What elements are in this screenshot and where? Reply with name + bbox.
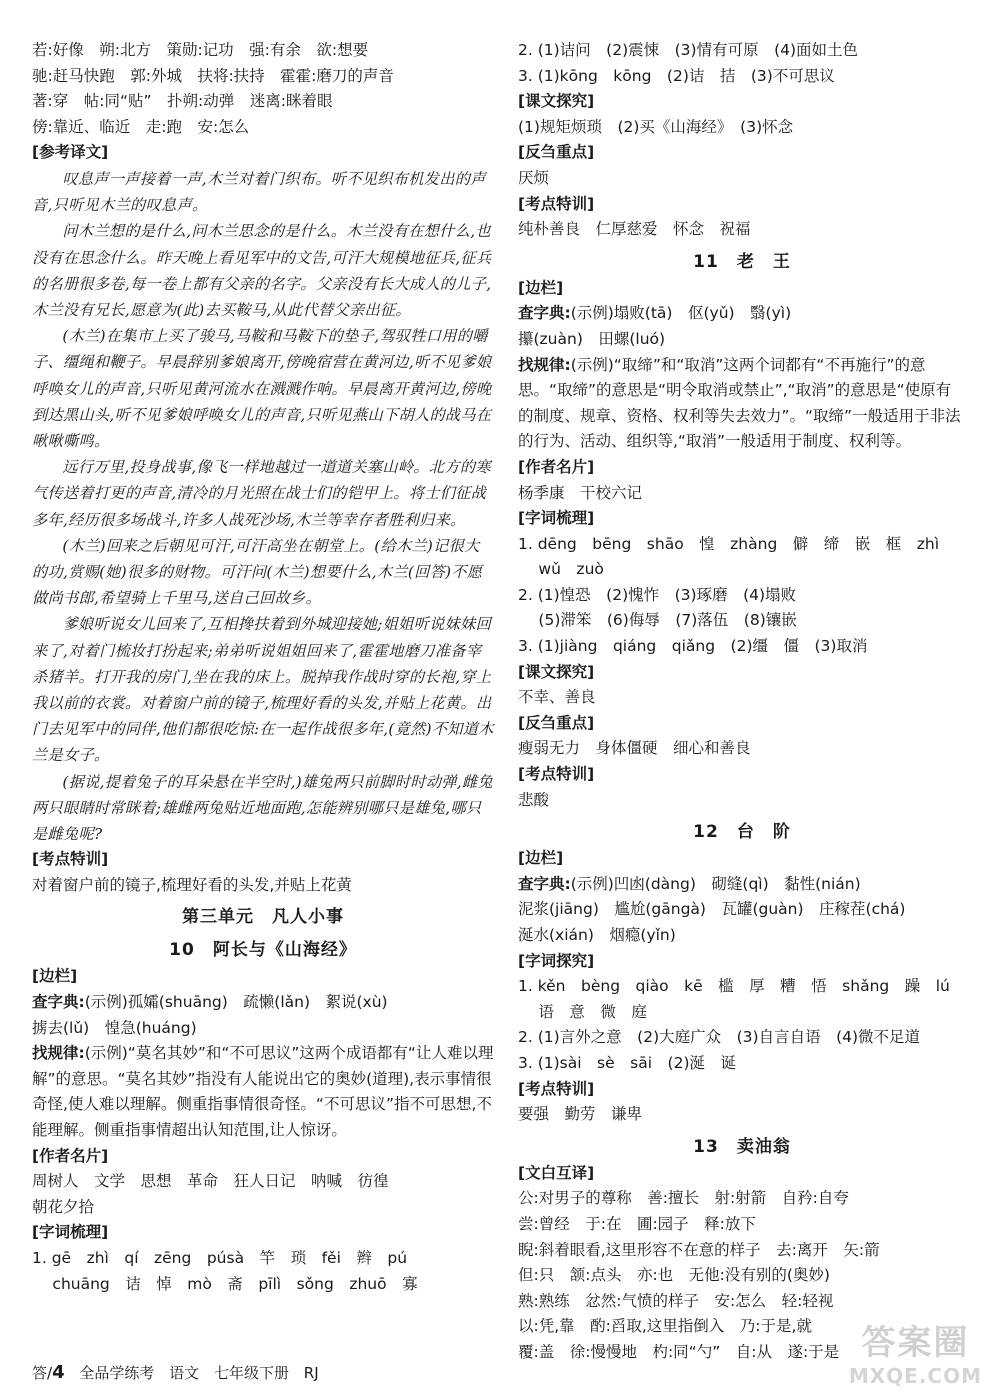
answer-line: 尝:曾经 于:在 圃:园子 释:放下 <box>518 1214 756 1233</box>
section-tag: [字词梳理] <box>32 1223 109 1242</box>
answer-line <box>518 872 966 898</box>
answer-line: 厌烦 <box>518 168 550 187</box>
answer-line: 1. dēng bēng shāo 惶 zhàng 僻 缔 嵌 框 zhì <box>518 534 940 553</box>
translation-paragraph: (木兰)回来之后朝见可汗,可汗高坐在朝堂上。(给木兰)记很大的功,赏赐(她)很多的财物。可汗问(木兰)想要什么,木兰(回答)不愿做尚书郎,希望骑上千里马,送自己回故乡。 <box>32 536 483 608</box>
section-tag: [反刍重点] <box>518 713 595 732</box>
footer-series: 全品学练考 <box>79 1364 155 1382</box>
line-lead-label: 查字典: <box>32 993 85 1012</box>
answer-line: 语 意 微 庭 <box>518 1002 647 1021</box>
footer-grade: 七年级下册 <box>213 1364 289 1382</box>
answer-line <box>32 1041 494 1143</box>
footer-prefix: 答/ <box>32 1364 53 1382</box>
section-tag: [课文探究] <box>518 92 595 111</box>
answer-line: 驰:赶马快跑 郭:外城 扶将:扶持 霍霍:磨刀的声音 <box>32 66 394 85</box>
answer-line: 1. gē zhì qí zēng púsà 竿 琐 fěi 辫 pú <box>32 1248 408 1267</box>
section-tag: [文白互译] <box>518 1163 595 1182</box>
answer-line: wǔ zuò <box>518 560 604 579</box>
watermark-logo <box>849 1315 982 1388</box>
section-heading: 12 台 阶 <box>693 822 791 843</box>
section-tag: [边栏] <box>32 967 78 986</box>
translation-paragraph: (据说,提着兔子的耳朵悬在半空时,)雄兔两只前脚时时动弹,雌兔两只眼睛时常眯着;雄雌两兔贴近地面跑,怎能辨别哪只是雄兔,哪只是雌兔呢? <box>32 772 493 844</box>
answer-line: 对着窗户前的镜子,梳理好看的头发,并贴上花黄 <box>32 875 352 894</box>
line-lead-label: 查字典: <box>518 304 571 323</box>
line-text: (示例)塌败(tā) 伛(yǔ) 翳(yì) <box>570 304 792 323</box>
answer-line: chuāng 诘 悼 mò 斋 pīlì sǒng zhuō 寡 <box>32 1274 418 1293</box>
answer-line: 2. (1)诘问 (2)震悚 (3)情有可原 (4)面如土色 <box>518 41 859 59</box>
right-column <box>518 38 966 1366</box>
answer-line: 朝花夕拾 <box>32 1197 95 1216</box>
left-column <box>32 38 494 1297</box>
answer-line: 杨季康 干校六记 <box>518 483 643 502</box>
translation-paragraph: 叹息声一声接着一声,木兰对着门织布。听不见织布机发出的声音,只听见木兰的叹息声。 <box>32 169 486 215</box>
line-lead-label: 找规律: <box>518 355 571 374</box>
answer-line: 要强 勤劳 谦卑 <box>518 1105 643 1124</box>
section-tag: [考点特训] <box>518 194 595 213</box>
section-tag: [作者名片] <box>518 457 595 476</box>
translation-paragraph: 问木兰想的是什么,问木兰思念的是什么。木兰没有在想什么,也没有在思念什么。昨天晚上看见军中的文告,可汗大规模地征兵,征兵的名册很多卷,每一卷上都有父亲的名字。父亲没有长大成人的儿子,木兰没有兄长,愿意为(此)去买鞍马,从此代替父亲出征。 <box>32 222 492 319</box>
answer-line: 覆:盖 徐:慢慢地 杓:同“勺” 自:从 遂:于是 <box>518 1342 840 1361</box>
answer-line: 熟:熟练 忿然:气愤的样子 安:怎么 轻:轻视 <box>518 1291 834 1310</box>
section-heading: 11 老 王 <box>693 251 791 272</box>
answer-line: 悲酸 <box>518 790 550 809</box>
answer-line: 1. kěn bèng qiào kē 槛 厚 糟 悟 shǎng 躁 lú <box>518 977 950 996</box>
line-text: (示例)孤孀(shuāng) 疏懒(lǎn) 絮说(xù) <box>84 993 388 1012</box>
section-tag: [参考译文] <box>32 143 109 162</box>
answer-line: 泥浆(jiāng) 尴尬(gāngà) 瓦罐(guàn) 庄稼茬(chá) <box>518 900 906 919</box>
footer-subject: 语文 <box>169 1364 200 1382</box>
section-tag: [边栏] <box>518 849 564 868</box>
answer-line: 掳去(lǔ) 惶急(huáng) <box>32 1018 197 1037</box>
answer-line: 著:穿 帖:同“贴” 扑朔:动弹 迷离:眯着眼 <box>32 92 333 111</box>
answer-line: 攥(zuàn) 田螺(luó) <box>518 329 666 348</box>
answer-line: 公:对男子的尊称 善:擅长 射:射箭 自矜:自夸 <box>518 1189 849 1208</box>
section-tag: [考点特训] <box>518 765 595 784</box>
section-tag: [考点特训] <box>32 850 109 869</box>
section-tag: [课文探究] <box>518 662 595 681</box>
answer-line: 不幸、善良 <box>518 688 596 707</box>
answer-line: 瘦弱无力 身体僵硬 细心和善良 <box>518 739 751 758</box>
section-tag: [作者名片] <box>32 1146 109 1165</box>
line-lead-label: 查字典: <box>518 874 571 893</box>
answer-line: 以:凭,靠 酌:舀取,这里指倒入 乃:于是,就 <box>518 1317 812 1336</box>
answer-line: 傍:靠近、临近 走:跑 安:怎么 <box>32 117 250 136</box>
watermark-url: MXQE.COM <box>848 1364 982 1388</box>
answer-line: 若:好像 朔:北方 策勋:记功 强:有余 欲:想要 <box>32 41 369 59</box>
section-tag: [边栏] <box>518 278 564 297</box>
answer-line: 2. (1)惶恐 (2)愧怍 (3)琢磨 (4)塌败 <box>518 585 797 604</box>
section-tag: [字词梳理] <box>518 509 595 528</box>
footer-edition: RJ <box>303 1364 319 1382</box>
page-footer <box>32 1362 329 1383</box>
translation-paragraph: 远行万里,投身战事,像飞一样地越过一道道关塞山岭。北方的寒气传送着打更的声音,清冷的月光照在战士们的铠甲上。将士们征战多年,经历很多场战斗,许多人战死沙场,木兰等幸存者胜利归来。 <box>32 458 491 529</box>
answer-line <box>518 301 966 327</box>
line-text: (示例)“取缔”和“取消”这两个词都有“不再施行”的意思。“取缔”的意思是“明令取消或禁止”,“取消”的意思是“使原有的制度、规章、资格、权利等失去效力”。“取缔”一般适用于非法的行为、活动、组织等,“取消”一般适用于制度、权利等。 <box>518 355 961 451</box>
line-text: (示例)“莫名其妙”和“不可思议”这两个成语都有“让人难以理解”的意思。“莫名其妙”指没有人能说出它的奥妙(道理),表示事情很奇怪,使人难以理解。侧重指事情很奇怪。“不可思议”指不可思想,不能理解。侧重指事情超出认知范围,让人惊讶。 <box>32 1044 494 1139</box>
section-tag: [反刍重点] <box>518 143 595 162</box>
line-lead-label: 找规律: <box>32 1044 85 1063</box>
answer-line: 纯朴善良 仁厚慈爱 怀念 祝福 <box>518 220 751 239</box>
translation-paragraph: 爹娘听说女儿回来了,互相搀扶着到外城迎接她;姐姐听说妹妹回来了,对着门梳妆打扮起来;弟弟听说姐姐回来了,霍霍地磨刀准备宰杀猪羊。打开我的房门,坐在我的床上。脱掉我作战时穿的长袍,穿上我以前的衣裳。对着窗户前的镜子,梳理好看的头发,并贴上花黄。出门去见军中的同伴,他们都很吃惊:在一起作战很多年,(竟然)不知道木兰是女子。 <box>32 615 494 765</box>
section-tag: [考点特训] <box>518 1079 595 1098</box>
page-number: 4 <box>52 1362 65 1383</box>
answer-line <box>32 990 494 1016</box>
answer-line: 涎水(xián) 烟瘾(yǐn) <box>518 926 676 944</box>
answer-line: (1)规矩烦琐 (2)买《山海经》 (3)怀念 <box>518 117 794 136</box>
answer-line: 3. (1)sài sè sāi (2)涎 诞 <box>518 1053 736 1072</box>
answer-line <box>518 353 966 455</box>
line-text: (示例)凹凼(dàng) 砌缝(qì) 黏性(nián) <box>570 874 861 893</box>
section-heading: 10 阿长与《山海经》 <box>169 940 357 961</box>
translation-paragraph: (木兰)在集市上买了骏马,马鞍和马鞍下的垫子,驾驭牲口用的嚼子、缰绳和鞭子。早晨辞别爹娘离开,傍晚宿营在黄河边,听不见爹娘呼唤女儿的声音,只听见黄河流水在溅溅作响。早晨离开黄河边,傍晚到达黑山头,听不见爹娘呼唤女儿的声音,只听见燕山下胡人的战马在啾啾嘶鸣。 <box>32 327 492 450</box>
watermark-title: 答案圈 <box>861 1323 970 1363</box>
answer-line: 3. (1)kōng kōng (2)诘 拮 (3)不可思议 <box>518 66 835 85</box>
section-tag: [字词探究] <box>518 951 595 970</box>
answer-line: 但:只 颔:点头 亦:也 无他:没有别的(奥妙) <box>518 1266 830 1285</box>
answer-line: 周树人 文学 思想 革命 狂人日记 呐喊 彷徨 <box>32 1172 389 1191</box>
answer-line: 2. (1)言外之意 (2)大庭广众 (3)自言自语 (4)微不足道 <box>518 1028 921 1047</box>
answer-line: 3. (1)jiàng qiáng qiǎng (2)缰 僵 (3)取消 <box>518 637 868 656</box>
section-heading: 13 卖油翁 <box>693 1136 791 1157</box>
answer-line: (5)滞笨 (6)侮辱 (7)落伍 (8)镶嵌 <box>518 611 797 630</box>
section-heading: 第三单元 凡人小事 <box>182 907 344 928</box>
answer-line: 睨:斜着眼看,这里形容不在意的样子 去:离开 矢:箭 <box>518 1240 880 1259</box>
